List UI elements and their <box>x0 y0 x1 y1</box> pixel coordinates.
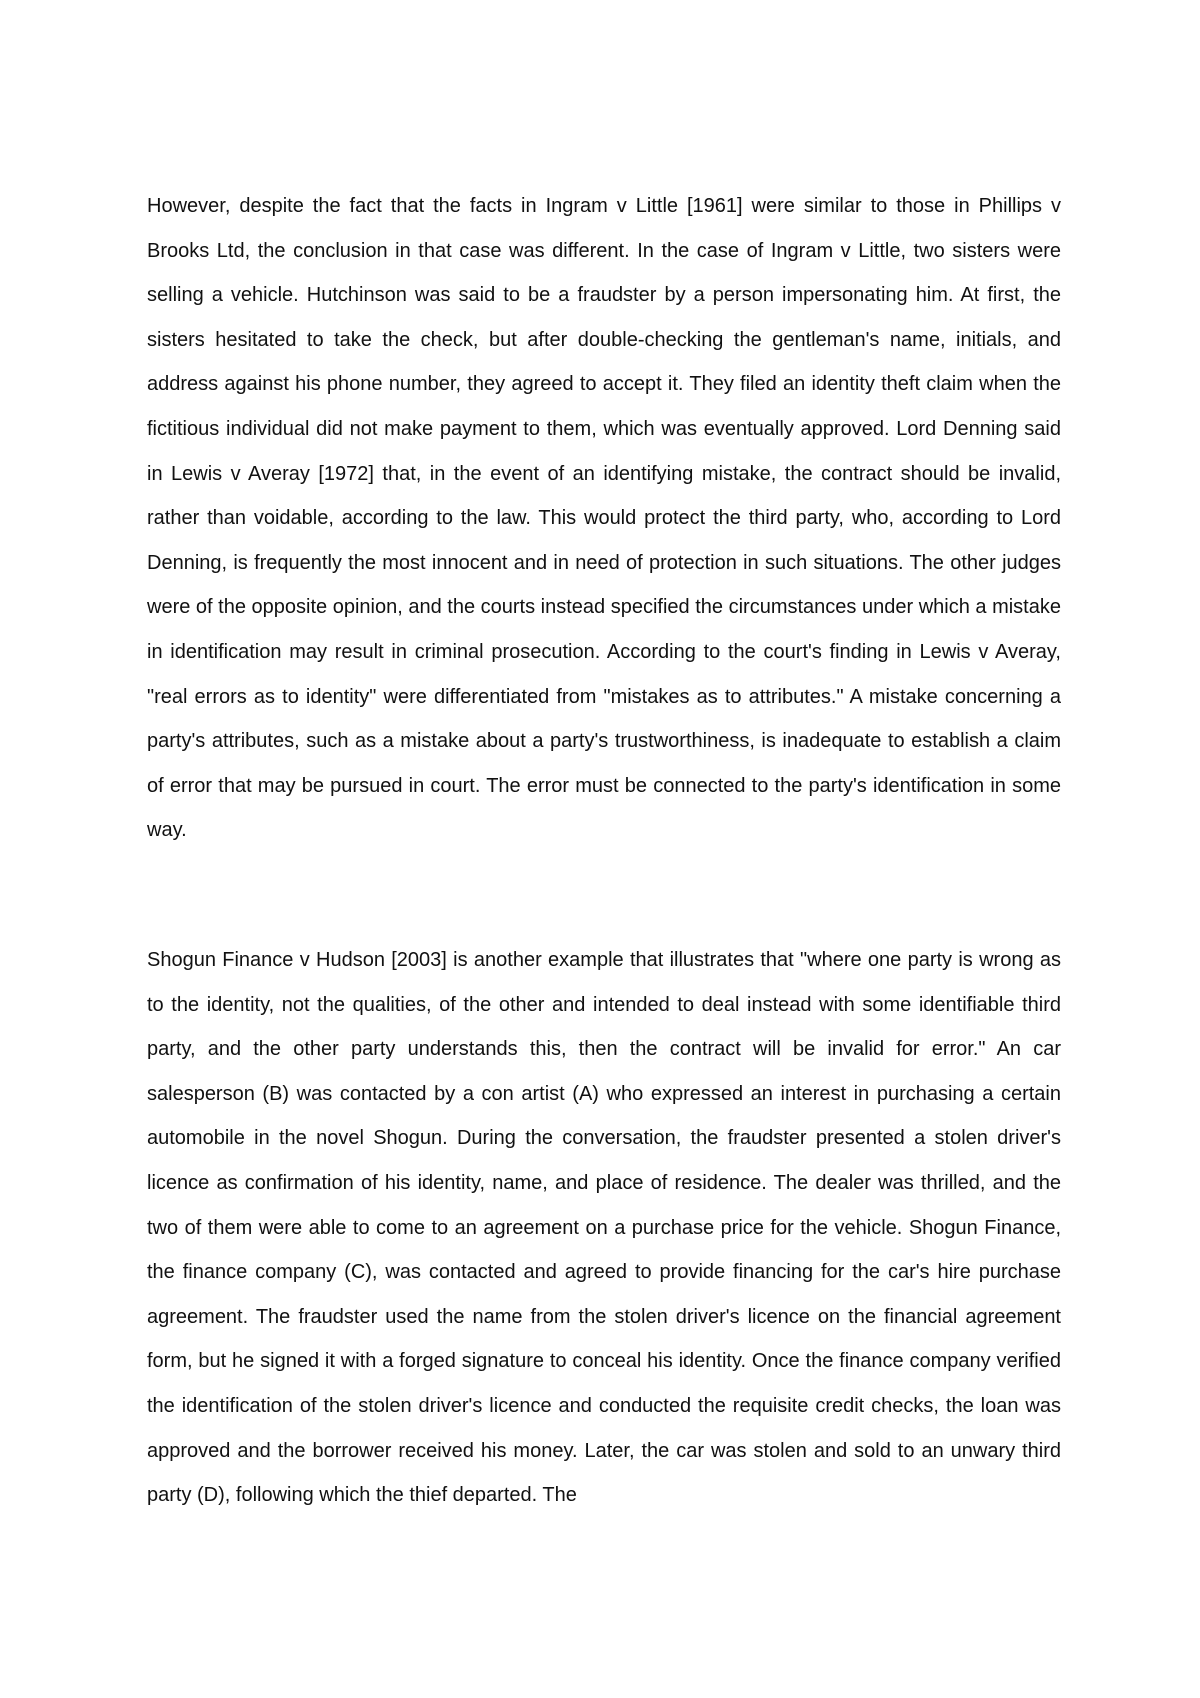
paragraph-ingram-v-little: However, despite the fact that the facts in Ingram v Little [1961] were similar to those in Phillips v Brooks Ltd, the conclusion in that case was different. In the case of Ingram v Little, two sisters were selling a vehicle. Hutchinson was said to be a fraudster by a person impersonating him. At first, the sisters hesitated to take the check, but after double-checking the gentleman's name, initials, and address against his phone number, they agreed to accept it. They filed an identity theft claim when the fictitious individual did not make payment to them, which was eventually approved. Lord Denning said in Lewis v Averay [1972] that, in the event of an identifying mistake, the contract should be invalid, rather than voidable, according to the law. This would protect the third party, who, according to Lord Denning, is frequently the most innocent and in need of protection in such situations. The other judges were of the opposite opinion, and the courts instead specified the circumstances under which a mistake in identification may result in criminal prosecution. According to the court's finding in Lewis v Averay, "real errors as to identity" were differentiated from "mistakes as to attributes." A mistake concerning a party's attributes, such as a mistake about a party's trustworthiness, is inadequate to establish a claim of error that may be pursued in court. The error must be connected to the party's identification in some way. <box>147 195 1061 842</box>
paragraph-shogun-finance: Shogun Finance v Hudson [2003] is another example that illustrates that "where one party is wrong as to the identity, not the qualities, of the other and intended to deal instead with some identifiable third party, and the other party understands this, then the contract will be invalid for error." An car salesperson (B) was contacted by a con artist (A) who expressed an interest in purchasing a certain automobile in the novel Shogun. During the conversation, the fraudster presented a stolen driver's licence as confirmation of his identity, name, and place of residence. The dealer was thrilled, and the two of them were able to come to an agreement on a purchase price for the vehicle. Shogun Finance, the finance company (C), was contacted and agreed to provide financing for the car's hire purchase agreement. The fraudster used the name from the stolen driver's licence on the financial agreement form, but he signed it with a forged signature to conceal his identity. Once the finance company verified the identification of the stolen driver's licence and conducted the requisite credit checks, the loan was approved and the borrower received his money. Later, the car was stolen and sold to an unwary third party (D), following which the thief departed. The <box>147 949 1061 1507</box>
